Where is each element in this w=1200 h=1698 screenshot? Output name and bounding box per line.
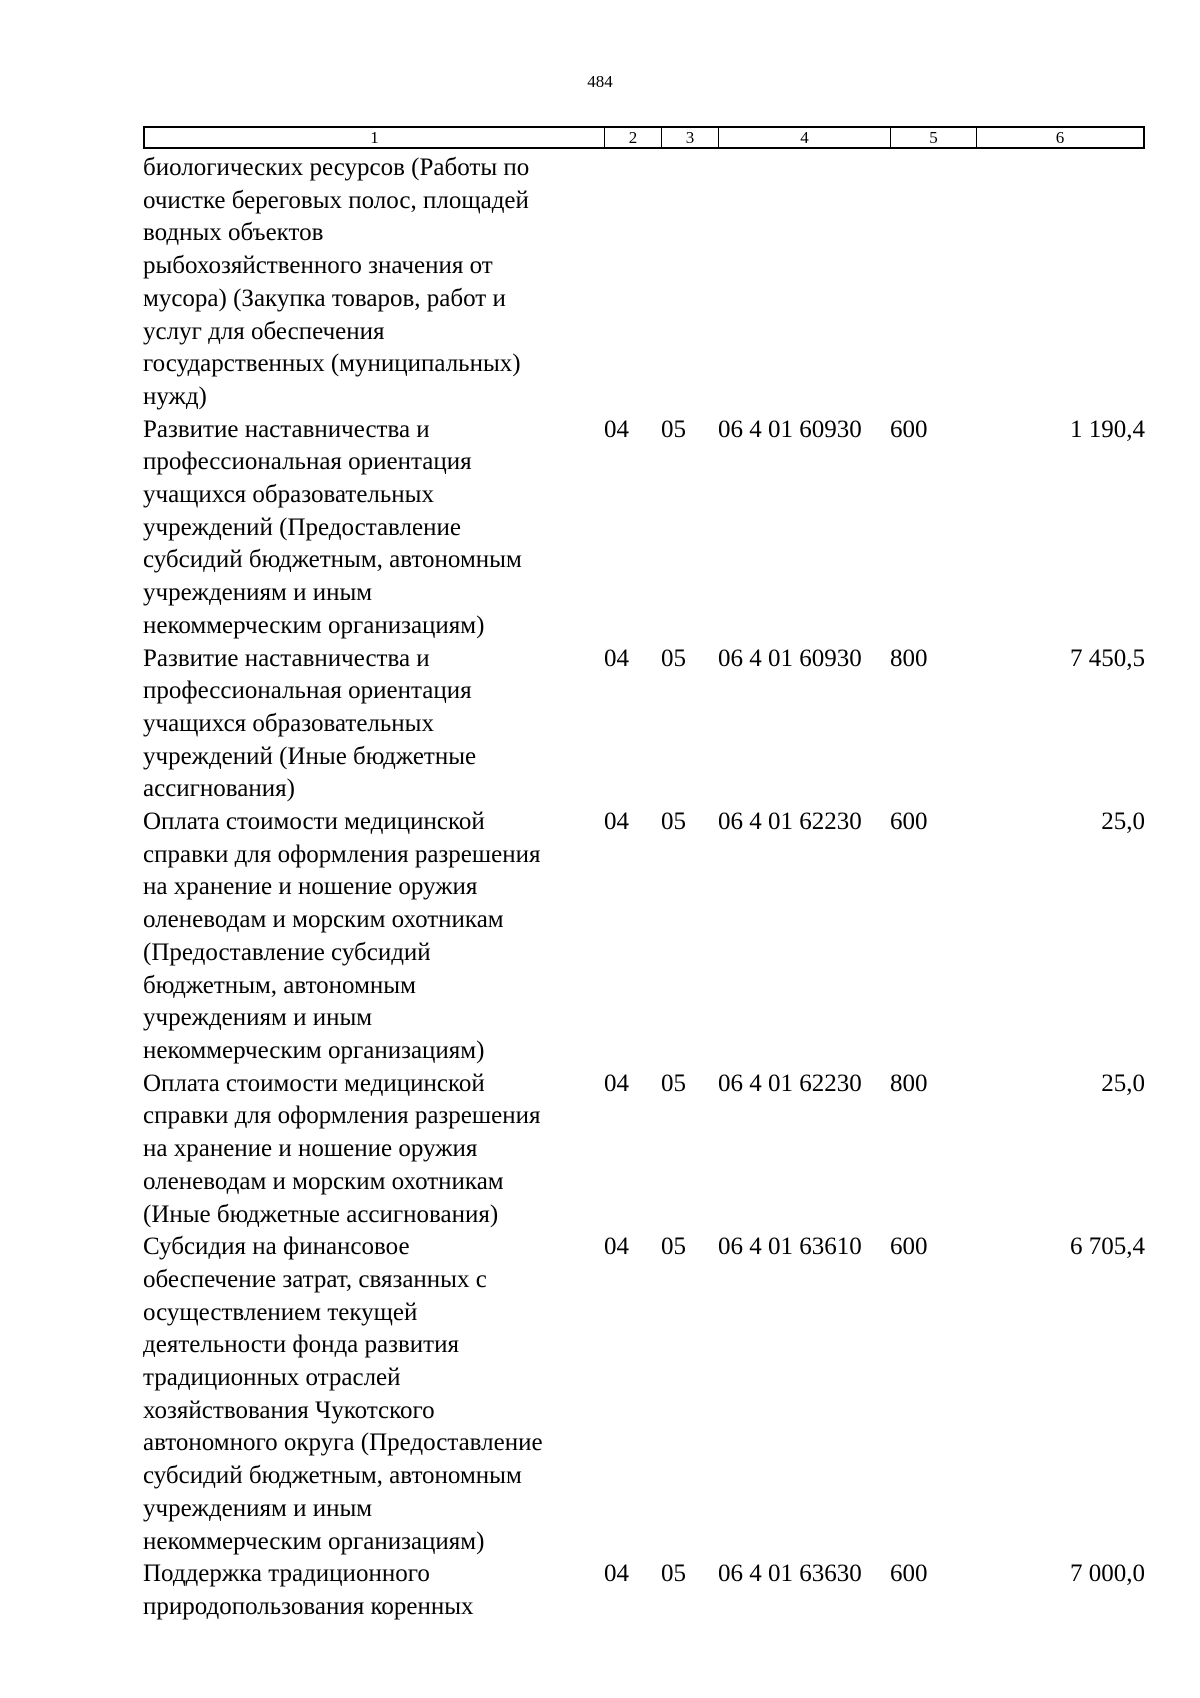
column-header-2: 2	[605, 128, 662, 147]
column-header-5: 5	[891, 128, 977, 147]
row-description: Субсидия на финансовое обеспечение затрат, связанных с осуществлением текущей деятельности фонда развития традиционных отраслей хозяйствования Чукотского автономного округа (Предоставление субсидий бюджетным, автономным учреждениям и иным некоммерческим организациям)	[143, 1233, 543, 1555]
row-amount: 25,0	[1101, 1069, 1145, 1097]
column-header-row	[143, 126, 1145, 149]
row-section-code: 04	[604, 1069, 629, 1097]
budget-table-body	[143, 152, 1145, 1624]
row-expense-type-code: 600	[890, 1233, 928, 1261]
row-amount: 7 450,5	[1070, 644, 1145, 672]
row-subsection-code: 05	[661, 1233, 686, 1261]
column-header-3: 3	[662, 128, 719, 147]
row-description: Поддержка традиционного природопользования коренных	[143, 1560, 474, 1620]
row-description: Развитие наставничества и профессиональная ориентация учащихся образовательных учреждений (Предоставление субсидий бюджетным, автономным учреждениям и иным некоммерческим организациям)	[143, 415, 522, 639]
row-section-code: 04	[604, 415, 629, 443]
row-expense-type-code	[890, 152, 976, 414]
row-target-article-code: 06 4 01 62230	[718, 1069, 862, 1097]
table-row	[143, 643, 1145, 807]
table-row	[143, 806, 1145, 1068]
row-subsection-code: 05	[661, 1069, 686, 1097]
column-header-1: 1	[145, 128, 605, 147]
row-expense-type-code: 600	[890, 1560, 928, 1588]
row-target-article-code: 06 4 01 62230	[718, 808, 862, 836]
row-expense-type-code: 600	[890, 415, 928, 443]
column-header-6: 6	[1055, 128, 1065, 147]
row-target-article-code: 06 4 01 60930	[718, 644, 862, 672]
row-section-code	[603, 152, 661, 414]
row-subsection-code: 05	[661, 644, 686, 672]
row-target-article-code: 06 4 01 63610	[718, 1233, 862, 1261]
page-number: 484	[587, 72, 613, 91]
row-target-article-code: 06 4 01 60930	[718, 415, 862, 443]
table-row	[143, 152, 1145, 414]
table-row	[143, 414, 1145, 643]
row-expense-type-code: 600	[890, 808, 928, 836]
row-section-code: 04	[604, 1560, 629, 1588]
row-section-code: 04	[604, 644, 629, 672]
row-subsection-code	[661, 152, 718, 414]
row-subsection-code: 05	[661, 415, 686, 443]
row-amount: 7 000,0	[1070, 1560, 1145, 1588]
row-expense-type-code: 800	[890, 1069, 928, 1097]
table-row	[143, 1558, 1145, 1623]
row-subsection-code: 05	[661, 1560, 686, 1588]
row-description: Оплата стоимости медицинской справки для оформления разрешения на хранение и ношение оружия оленеводам и морским охотникам (Иные бюджетные ассигнования)	[143, 1069, 541, 1228]
row-amount: 1 190,4	[1070, 415, 1145, 443]
row-subsection-code: 05	[661, 808, 686, 836]
table-row	[143, 1231, 1145, 1558]
row-section-code: 04	[604, 1233, 629, 1261]
row-description: Развитие наставничества и профессиональная ориентация учащихся образовательных учреждений (Иные бюджетные ассигнования)	[143, 644, 477, 803]
row-section-code: 04	[604, 808, 629, 836]
row-amount: 25,0	[1101, 808, 1145, 836]
row-target-article-code: 06 4 01 63630	[718, 1560, 862, 1588]
table-row	[143, 1068, 1145, 1232]
row-expense-type-code: 800	[890, 644, 928, 672]
row-description: биологических ресурсов (Работы по очистке береговых полос, площадей водных объектов рыбохозяйственного значения от мусора) (Закупка товаров, работ и услуг для обеспечения государственных (муниципальных) нужд)	[143, 154, 530, 410]
column-header-4: 4	[719, 128, 891, 147]
row-amount	[976, 152, 1145, 414]
row-amount: 6 705,4	[1070, 1233, 1145, 1261]
row-target-article-code	[718, 152, 890, 414]
row-description: Оплата стоимости медицинской справки для оформления разрешения на хранение и ношение оружия оленеводам и морским охотникам (Предоставление субсидий бюджетным, автономным учреждениям и иным некоммерческим организациям)	[143, 808, 541, 1064]
